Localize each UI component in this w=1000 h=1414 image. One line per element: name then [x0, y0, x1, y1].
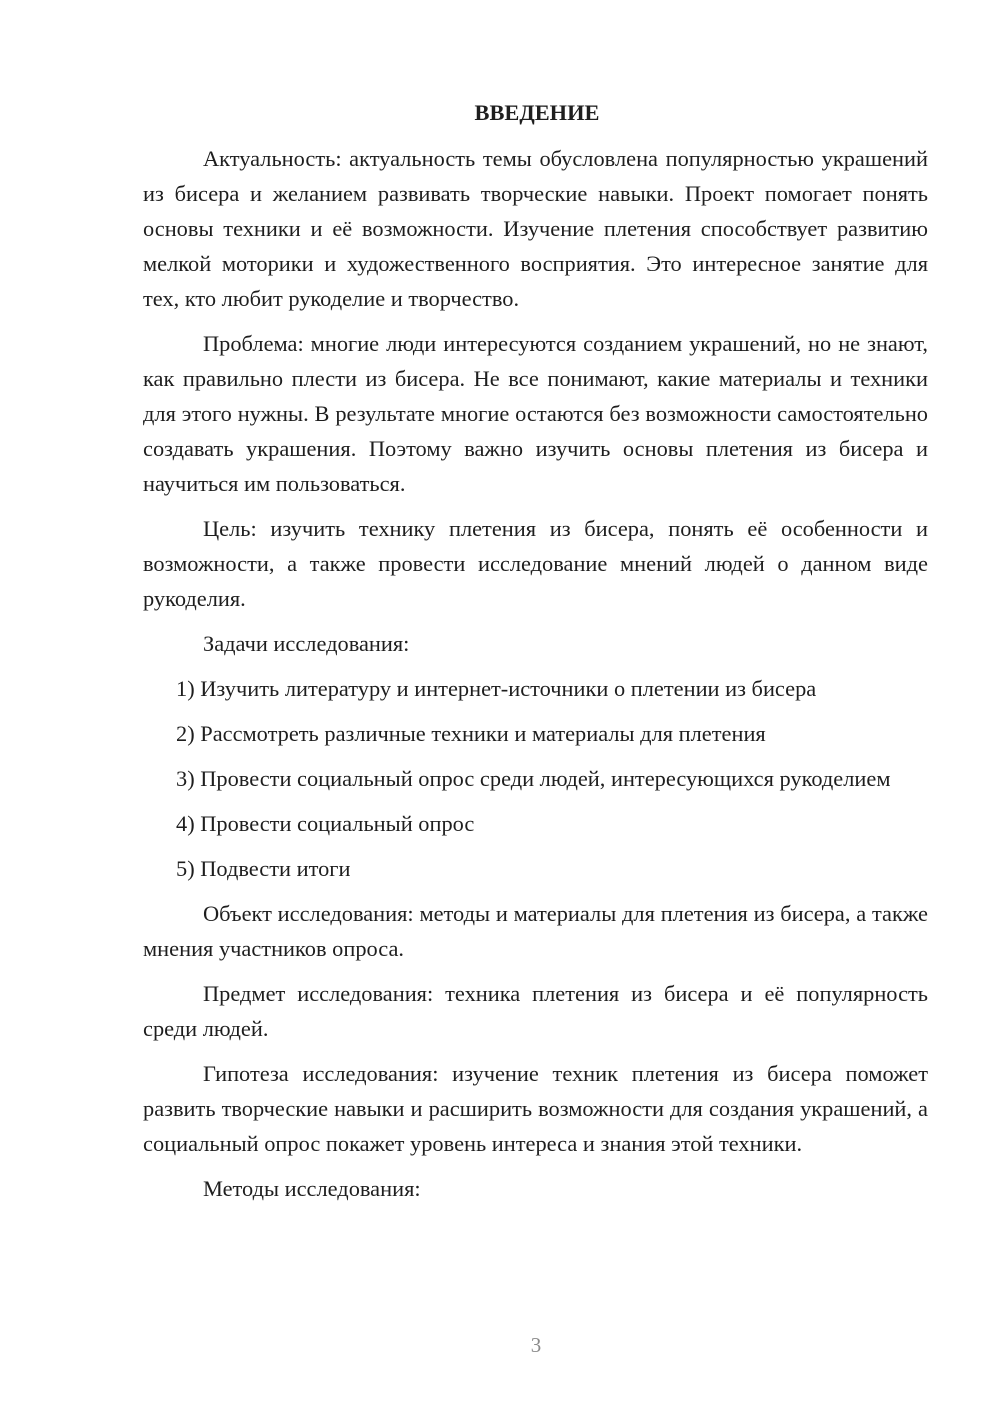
paragraph-methods-heading: Методы исследования:: [203, 1176, 421, 1201]
task-item: 3) Провести социальный опрос среди людей, интересующихся рукоделием: [176, 766, 891, 791]
task-item: 1) Изучить литературу и интернет-источники о плетении из бисера: [176, 676, 817, 701]
paragraph-relevance: Актуальность: актуальность темы обусловлена популярностью украшений из бисера и желанием развивать творческие навыки. Проект помогает понять основы техники и её возможности. Изучение плетения способствует развитию мелкой моторики и художественного восприятия. Это интересное занятие для тех, кто любит рукоделие и творчество.: [143, 146, 928, 311]
paragraph-hypothesis: Гипотеза исследования: изучение техник плетения из бисера поможет развить творческие навыки и расширить возможности для создания украшений, а социальный опрос покажет уровень интереса и знания этой техники.: [143, 1061, 928, 1156]
task-item: 2) Рассмотреть различные техники и материалы для плетения: [176, 721, 766, 746]
paragraph-subject: Предмет исследования: техника плетения из бисера и её популярность среди людей.: [143, 981, 928, 1041]
paragraph-object: Объект исследования: методы и материалы для плетения из бисера, а также мнения участников опроса.: [143, 901, 928, 961]
paragraph-problem: Проблема: многие люди интересуются созданием украшений, но не знают, как правильно плести из бисера. Не все понимают, какие материалы и техники для этого нужны. В результате многие остаются без возможности самостоятельно создавать украшения. Поэтому важно изучить основы плетения из бисера и научиться им пользоваться.: [143, 331, 928, 496]
paragraph-goal: Цель: изучить технику плетения из бисера, понять её особенности и возможности, а также провести исследование мнений людей о данном виде рукоделия.: [143, 516, 928, 611]
page-content: [143, 95, 928, 1216]
page-number: 3: [530, 1333, 542, 1357]
paragraph-tasks-heading: Задачи исследования:: [203, 631, 410, 656]
task-item: 5) Подвести итоги: [176, 856, 351, 881]
page-heading: ВВЕДЕНИЕ: [474, 100, 600, 125]
task-item: 4) Провести социальный опрос: [176, 811, 475, 836]
